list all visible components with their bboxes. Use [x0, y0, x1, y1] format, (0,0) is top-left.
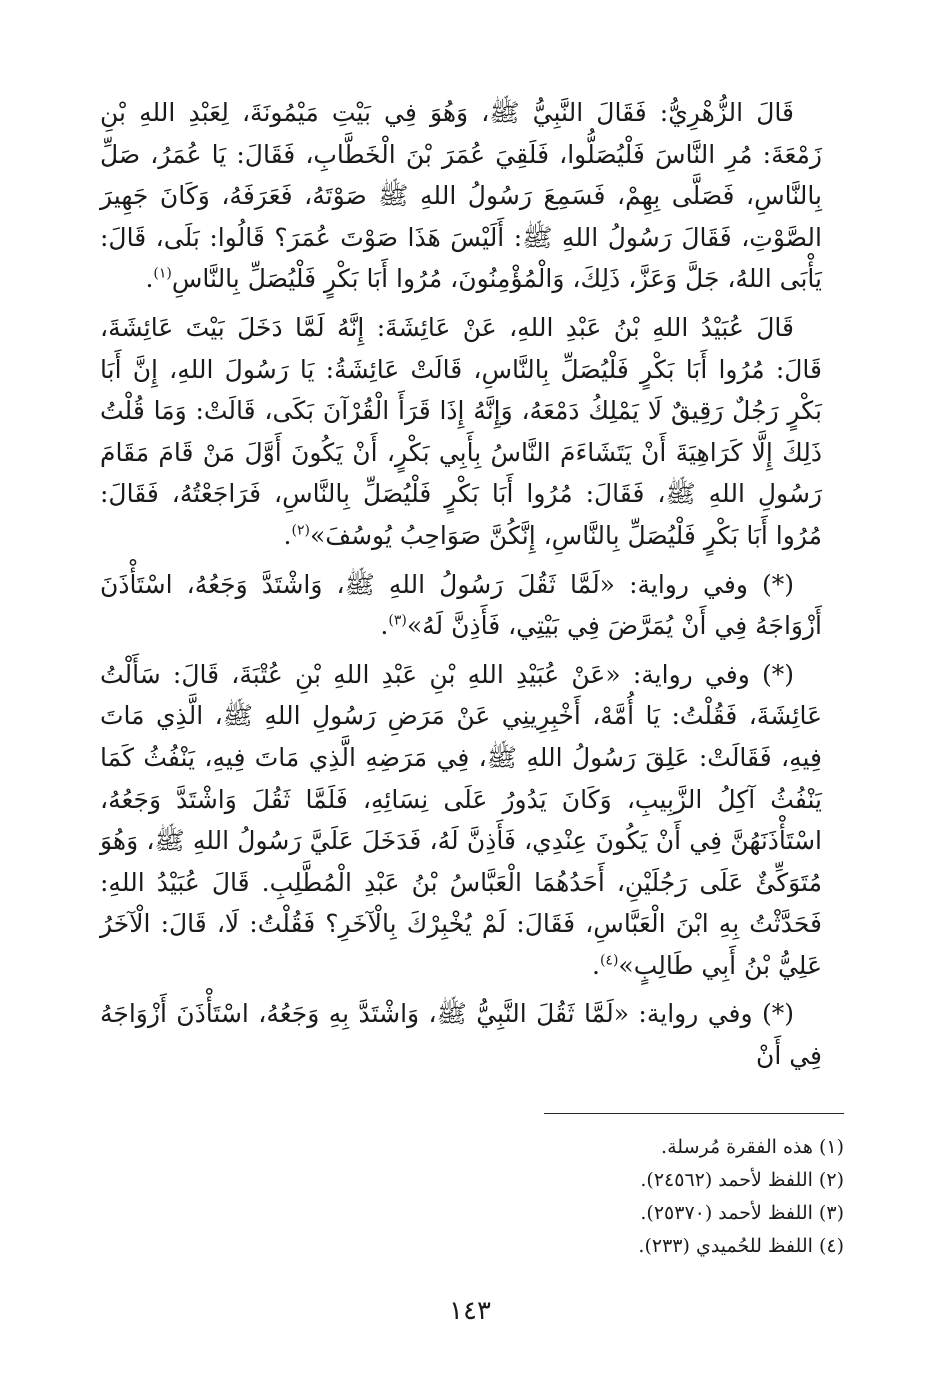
- footnote-3: (٣) اللفظ لأحمد (٢٥٣٧٠).: [640, 1202, 844, 1224]
- paragraph-text: (*) وفي رواية: «لَمَّا ثَقُلَ النَّبِيُّ ﷺ، وَاشْتَدَّ بِهِ وَجَعُهُ، اسْتَأْذَنَ أَزْوَاجَهُ فِي أَنْ: [100, 999, 822, 1071]
- main-text: [100, 92, 822, 1084]
- paragraph-ubaydullah: قَالَ عُبَيْدُ اللهِ بْنُ عَبْدِ اللهِ، عَنْ عَائِشَةَ: إِنَّهُ لَمَّا دَخَلَ بَيْتَ عَائِشَةَ، قَالَ: مُرُوا أَبَا بَكْرٍ فَلْيُصَلِّ بِالنَّاسِ، قَالَتْ عَائِشَةُ: يَا رَسُولَ اللهِ، إِنَّ أَبَا بَكْرٍ رَجُلٌ رَقِيقٌ لَا يَمْلِكُ دَمْعَهُ، وَإِنَّهُ إِذَا قَرَأَ الْقُرْآنَ بَكَى، قَالَتْ: وَمَا قُلْتُ ذَلِكَ إِلَّا كَرَاهِيَةَ أَنْ يَتَشَاءَمَ النَّاسُ بِأَبِي بَكْرٍ، أَنْ يَكُونَ أَوَّلَ مَنْ قَامَ مَقَامَ رَسُولِ اللهِ ﷺ، فَقَالَ: مُرُوا أَبَا بَكْرٍ فَلْيُصَلِّ بِالنَّاسِ، فَرَاجَعْتُهُ، فَقَالَ: مُرُوا أَبَا بَكْرٍ فَلْيُصَلِّ بِالنَّاسِ، إِنَّكُنَّ صَوَاحِبُ يُوسُفَ»$^{(٢)}$.: [100, 312, 822, 550]
- paragraph-text: (*) وفي رواية: «لَمَّا ثَقُلَ رَسُولُ اللهِ ﷺ، وَاشْتَدَّ وَجَعُهُ، اسْتَأْذَنَ أَزْوَاجَهُ فِي أَنْ يُمَرَّضَ فِي بَيْتِي، فَأَذِنَّ لَهُ»: [100, 569, 822, 641]
- paragraph-text: قَالَ عُبَيْدُ اللهِ بْنُ عَبْدِ اللهِ، عَنْ عَائِشَةَ: إِنَّهُ لَمَّا دَخَلَ بَيْتَ عَائِشَةَ، قَالَ: مُرُوا أَبَا بَكْرٍ فَلْيُصَلِّ بِالنَّاسِ، قَالَتْ عَائِشَةُ: يَا رَسُولَ اللهِ، إِنَّ أَبَا بَكْرٍ رَجُلٌ رَقِيقٌ لَا يَمْلِكُ دَمْعَهُ، وَإِنَّهُ إِذَا قَرَأَ الْقُرْآنَ بَكَى، قَالَتْ: وَمَا قُلْتُ ذَلِكَ إِلَّا كَرَاهِيَةَ أَنْ يَتَشَاءَمَ النَّاسُ بِأَبِي بَكْرٍ، أَنْ يَكُونَ أَوَّلَ مَنْ قَامَ مَقَامَ رَسُولِ اللهِ ﷺ، فَقَالَ: مُرُوا أَبَا بَكْرٍ فَلْيُصَلِّ بِالنَّاسِ، فَرَاجَعْتُهُ، فَقَالَ: مُرُوا أَبَا بَكْرٍ فَلْيُصَلِّ بِالنَّاسِ، إِنَّكُنَّ صَوَاحِبُ يُوسُفَ»: [100, 312, 822, 550]
- footnote-4: (٤) اللفظ للحُميدي (٢٣٣).: [638, 1235, 844, 1257]
- paragraph-riwaya-3: [100, 993, 822, 1076]
- footnote-ref: (٢): [291, 522, 310, 539]
- paragraph-riwaya-2: (*) وفي رواية: «عَنْ عُبَيْدِ اللهِ بْنِ عَبْدِ اللهِ بْنِ عُتْبَةَ، قَالَ: سَأَلْتُ عَائِشَةَ، فَقُلْتُ: يَا أُمَّهْ، أَخْبِرِينِي عَنْ مَرَضِ رَسُولِ اللهِ ﷺ، الَّذِي مَاتَ فِيهِ، فَقَالَتْ: عَلِقَ رَسُولُ اللهِ ﷺ، فِي مَرَضِهِ الَّذِي مَاتَ فِيهِ، يَنْفُثُ كَمَا يَنْفُثُ آكِلُ الزَّبِيبِ، وَكَانَ يَدُورُ عَلَى نِسَائِهِ، فَلَمَّا ثَقُلَ وَاشْتَدَّ وَجَعُهُ، اسْتَأْذَنَهُنَّ فِي أَنْ يَكُونَ عِنْدِي، فَأَذِنَّ لَهُ، فَدَخَلَ عَلَيَّ رَسُولُ اللهِ ﷺ، وَهُوَ مُتَوَكِّئٌ عَلَى رَجُلَيْنِ، أَحَدُهُمَا الْعَبَّاسُ بْنُ عَبْدِ الْمُطَّلِبِ. قَالَ عُبَيْدُ اللهِ: فَحَدَّثْتُ بِهِ ابْنَ الْعَبَّاسِ، فَقَالَ: لَمْ يُخْبِرْكَ بِالْآخَرِ؟ فَقُلْتُ: لَا، قَالَ: الْآخَرُ عَلِيُّ بْنُ أَبِي طَالِبٍ»$^{(٤)}$.: [100, 659, 822, 980]
- footnote-ref: (٤): [599, 952, 619, 969]
- paragraph-zuhri: قَالَ الزُّهْرِيُّ: فَقَالَ النَّبِيُّ ﷺ، وَهُوَ فِي بَيْتِ مَيْمُونَةَ، لِعَبْدِ اللهِ بْنِ زَمْعَةَ: مُرِ النَّاسَ فَلْيُصَلُّوا، فَلَقِيَ عُمَرَ بْنَ الْخَطَّابِ، فَقَالَ: يَا عُمَرُ، صَلِّ بِالنَّاسِ، فَصَلَّى بِهِمْ، فَسَمِعَ رَسُولُ اللهِ ﷺ صَوْتَهُ، فَعَرَفَهُ، وَكَانَ جَهِيرَ الصَّوْتِ، فَقَالَ رَسُولُ اللهِ ﷺ: أَلَيْسَ هَذَا صَوْتَ عُمَرَ؟ قَالُوا: بَلَى، قَالَ: يَأْبَى اللهُ، جَلَّ وَعَزَّ، ذَلِكَ، وَالْمُؤْمِنُونَ، مُرُوا أَبَا بَكْرٍ فَلْيُصَلِّ بِالنَّاسِ$^{(١)}$.: [100, 98, 822, 294]
- footnote-ref: (٣): [388, 612, 407, 629]
- paragraph-riwaya-1: (*) وفي رواية: «لَمَّا ثَقُلَ رَسُولُ اللهِ ﷺ، وَاشْتَدَّ وَجَعُهُ، اسْتَأْذَنَ أَزْوَاجَهُ فِي أَنْ يُمَرَّضَ فِي بَيْتِي، فَأَذِنَّ لَهُ»$^{(٣)}$.: [100, 569, 822, 641]
- footnote-ref: (١): [153, 266, 172, 283]
- paragraph-text: (*) وفي رواية: «عَنْ عُبَيْدِ اللهِ بْنِ عَبْدِ اللهِ بْنِ عُتْبَةَ، قَالَ: سَأَلْتُ عَائِشَةَ، فَقُلْتُ: يَا أُمَّهْ، أَخْبِرِينِي عَنْ مَرَضِ رَسُولِ اللهِ ﷺ، الَّذِي مَاتَ فِيهِ، فَقَالَتْ: عَلِقَ رَسُولُ اللهِ ﷺ، فِي مَرَضِهِ الَّذِي مَاتَ فِيهِ، يَنْفُثُ كَمَا يَنْفُثُ آكِلُ الزَّبِيبِ، وَكَانَ يَدُورُ عَلَى نِسَائِهِ، فَلَمَّا ثَقُلَ وَاشْتَدَّ وَجَعُهُ، اسْتَأْذَنَهُنَّ فِي أَنْ يَكُونَ عِنْدِي، فَأَذِنَّ لَهُ، فَدَخَلَ عَلَيَّ رَسُولُ اللهِ ﷺ، وَهُوَ مُتَوَكِّئٌ عَلَى رَجُلَيْنِ، أَحَدُهُمَا الْعَبَّاسُ بْنُ عَبْدِ الْمُطَّلِبِ. قَالَ عُبَيْدُ اللهِ: فَحَدَّثْتُ بِهِ ابْنَ الْعَبَّاسِ، فَقَالَ: لَمْ يُخْبِرْكَ بِالْآخَرِ؟ فَقُلْتُ: لَا، قَالَ: الْآخَرُ عَلِيُّ بْنُ أَبِي طَالِبٍ»: [100, 659, 822, 980]
- footnote-2: (٢) اللفظ لأحمد (٢٤٥٦٢).: [640, 1169, 844, 1191]
- page-number: ١٤٣: [449, 1296, 491, 1326]
- footnote-1: (١) هذه الفقرة مُرسلة.: [661, 1136, 844, 1158]
- footnote-divider: [544, 1113, 844, 1114]
- footnotes: [144, 1131, 844, 1263]
- paragraph-text: قَالَ الزُّهْرِيُّ: فَقَالَ النَّبِيُّ ﷺ، وَهُوَ فِي بَيْتِ مَيْمُونَةَ، لِعَبْدِ اللهِ بْنِ زَمْعَةَ: مُرِ النَّاسَ فَلْيُصَلُّوا، فَلَقِيَ عُمَرَ بْنَ الْخَطَّابِ، فَقَالَ: يَا عُمَرُ، صَلِّ بِالنَّاسِ، فَصَلَّى بِهِمْ، فَسَمِعَ رَسُولُ اللهِ ﷺ صَوْتَهُ، فَعَرَفَهُ، وَكَانَ جَهِيرَ الصَّوْتِ، فَقَالَ رَسُولُ اللهِ ﷺ: أَلَيْسَ هَذَا صَوْتَ عُمَرَ؟ قَالُوا: بَلَى، قَالَ: يَأْبَى اللهُ، جَلَّ وَعَزَّ، ذَلِكَ، وَالْمُؤْمِنُونَ، مُرُوا أَبَا بَكْرٍ فَلْيُصَلِّ بِالنَّاسِ: [100, 98, 822, 294]
